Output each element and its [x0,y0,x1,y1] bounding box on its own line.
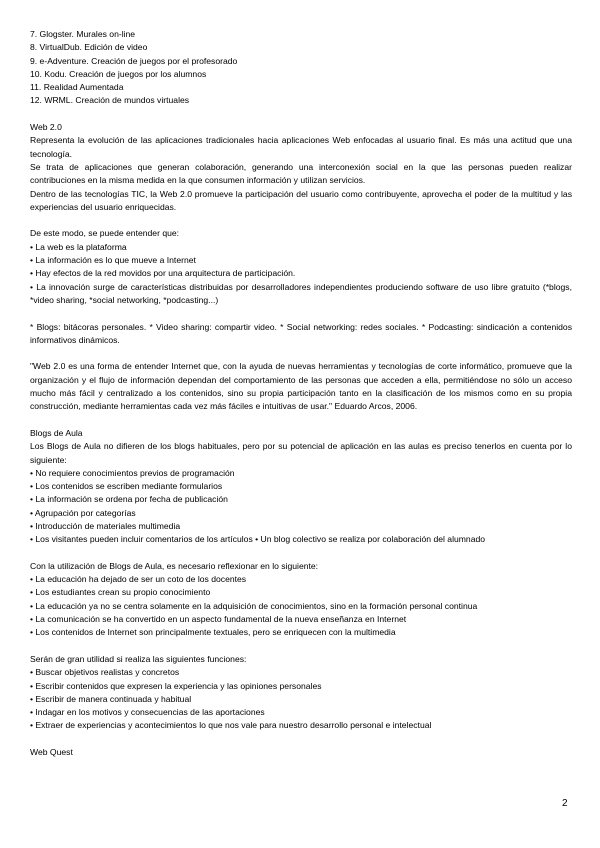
paragraph-intro: De este modo, se puede entender que: [30,228,180,239]
section-blogs-de-aula [30,427,572,733]
list-item: 12. WRML. Creación de mundos virtuales [30,95,190,106]
paragraph: Los Blogs de Aula no difieren de los blogs habituales, pero por su potencial de aplicación en las aulas es preciso tenerlos en cuenta por lo siguiente: [30,441,572,465]
bullet-item: • Agrupación por categorías [30,507,136,518]
tool-list [30,28,572,108]
bullet-item: • La información se ordena por fecha de publicación [30,494,228,505]
bullet-item: • La educación ha dejado de ser un coto de los docentes [30,574,247,585]
bullet-item: • Extraer de experiencias y acontecimientos lo que nos vale para nuestro desarrollo personal e intelectual [30,720,432,731]
document-page [30,28,572,759]
list-item: 10. Kodu. Creación de juegos por los alumnos [30,68,207,79]
paragraph: Se trata de aplicaciones que generan colaboración, generando una interconexión social en la que las personas pueden realizar contribuciones en la misma medida en la que consumen información y utilizan servicios. [30,161,572,186]
bullet-item: • Los contenidos de Internet son principalmente textuales, pero se enriquecen con la multimedia [30,627,396,638]
bullet-item: • La innovación surge de características distribuidas por desarrolladores independientes produciendo software de uso libre gratuito (*blogs, *video sharing, *social networking, *podcasting...) [30,281,572,305]
bullet-item: • Los contenidos se escriben mediante formularios [30,481,223,492]
bullet-item: • Buscar objetivos realistas y concretos [30,667,180,678]
bullet-item: • La comunicación se ha convertido en un aspecto fundamental de la nueva enseñanza en Internet [30,614,407,625]
definitions-paragraph: * Blogs: bitácoras personales. * Video sharing: compartir video. * Social networking: redes sociales. * Podcasting: sindicación a contenidos informativos dinámicos. [30,321,572,345]
quote-paragraph: "Web 2.0 es una forma de entender Internet que, con la ayuda de nuevas herramientas y tecnologías de corte informático, promueve que la organización y el flujo de información dependan del comportamiento de las personas que acceden a ella, permitiéndose no sólo un acceso mucho más fácil y centralizado a los contenidos, sino su propia participación tanto en la clasificación de los mismos como en su propia construcción, mediante herramientas cada vez más fáciles e intuitivas de usar." Eduardo Arcos, 2006. [30,361,572,412]
list-item: 11. Realidad Aumentada [30,82,124,93]
paragraph-intro: Con la utilización de Blogs de Aula, es necesario reflexionar en lo siguiente: [30,560,319,571]
paragraph: Dentro de las tecnologías TIC, la Web 2.0 promueve la participación del usuario como contribuyente, aprovecha el poder de la multitud y las experiencias del usuario enriquecidas. [30,188,572,212]
section-heading-blogs: Blogs de Aula [30,427,83,438]
paragraph: Representa la evolución de las aplicaciones tradicionales hacia aplicaciones Web enfocadas al usuario final. Es más una actitud que una tecnología. [30,135,572,159]
bullet-item: • Hay efectos de la red movidos por una arquitectura de participación. [30,268,296,279]
list-item: 8. VirtualDub. Edición de video [30,42,148,53]
bullet-item: • Introducción de materiales multimedia [30,520,181,531]
bullet-item: • Los visitantes pueden incluir comentarios de los artículos • Un blog colectivo se realiza por colaboración del alumnado [30,534,486,545]
section-heading-web20: Web 2.0 [30,122,62,133]
bullet-item: • La web es la plataforma [30,241,127,252]
bullet-item: • La educación ya no se centra solamente en la adquisición de conocimientos, sino en la formación personal continua [30,600,478,611]
paragraph-intro: Serán de gran utilidad si realiza las siguientes funciones: [30,653,247,664]
list-item: 9. e-Adventure. Creación de juegos por el profesorado [30,55,238,66]
bullet-item: • La información es lo que mueve a Internet [30,255,196,266]
page-number: 2 [562,798,568,809]
bullet-item: • Los estudiantes crean su propio conocimiento [30,587,211,598]
bullet-item: • Escribir contenidos que expresen la experiencia y las opiniones personales [30,680,322,691]
section-web20 [30,121,572,414]
bullet-item: • No requiere conocimientos previos de programación [30,467,235,478]
bullet-item: • Indagar en los motivos y consecuencias de las aportaciones [30,707,265,718]
bullet-item: • Escribir de manera continuada y habitual [30,693,192,704]
section-heading-webquest: Web Quest [30,747,73,758]
list-item: 7. Glogster. Murales on-line [30,29,136,39]
